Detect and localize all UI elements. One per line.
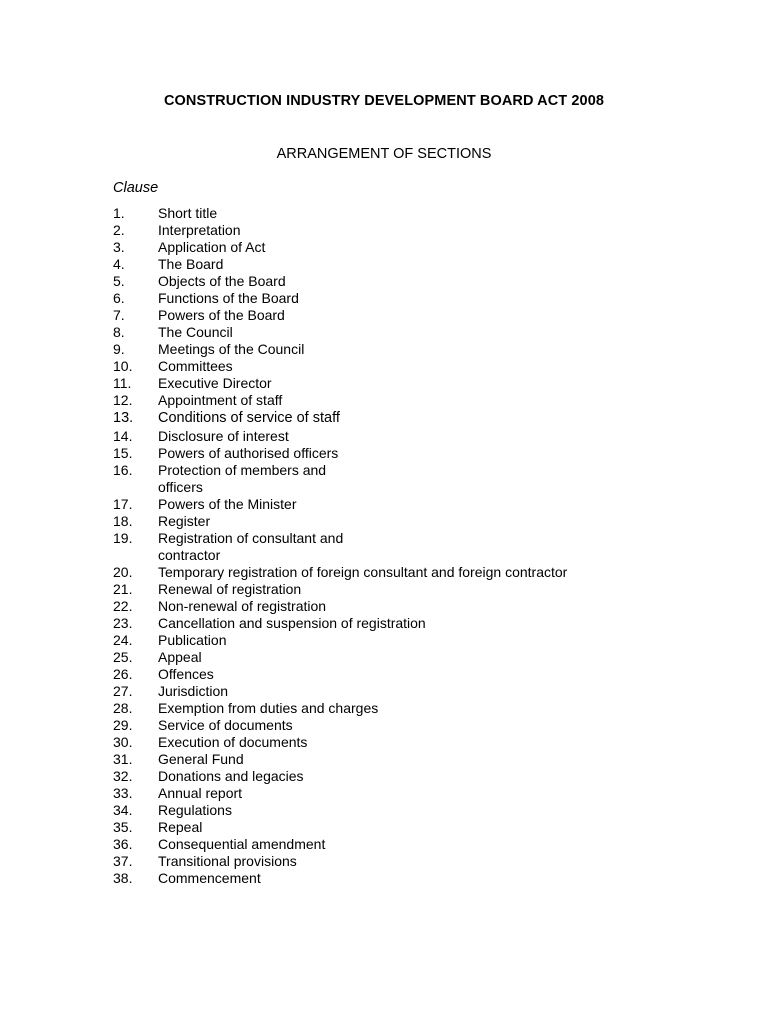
section-row [113, 445, 673, 462]
section-title: Commencement [158, 870, 261, 886]
section-title: Execution of documents [158, 734, 308, 750]
section-row [113, 530, 673, 564]
section-row [113, 632, 673, 649]
section-row [113, 375, 673, 392]
section-row [113, 496, 673, 513]
document-subtitle: ARRANGEMENT OF SECTIONS [276, 146, 492, 162]
section-title: Regulations [158, 802, 232, 818]
section-row [113, 598, 673, 615]
section-row [113, 222, 673, 239]
section-number: 22. [113, 598, 133, 614]
section-title: Application of Act [158, 239, 266, 255]
section-title: Publication [158, 632, 227, 648]
section-number: 8. [113, 324, 125, 340]
section-number: 16. [113, 462, 133, 478]
section-title: Temporary registration of foreign consultant and foreign contractor [158, 564, 568, 580]
section-row [113, 683, 673, 700]
section-number: 9. [113, 341, 125, 357]
section-title: Powers of authorised officers [158, 445, 339, 461]
section-row [113, 734, 673, 751]
section-title: Protection of members and officers [158, 462, 327, 495]
section-row [113, 649, 673, 666]
section-number: 28. [113, 700, 133, 716]
section-number: 20. [113, 564, 133, 580]
section-title: Jurisdiction [158, 683, 229, 699]
section-number: 23. [113, 615, 133, 631]
section-title: Consequential amendment [158, 836, 326, 852]
section-row [113, 768, 673, 785]
section-title: Powers of the Minister [158, 496, 297, 512]
section-title: Annual report [158, 785, 243, 801]
section-title: Objects of the Board [158, 273, 286, 289]
section-title: Exemption from duties and charges [158, 700, 379, 716]
section-row [113, 581, 673, 598]
section-number: 34. [113, 802, 133, 818]
section-row [113, 615, 673, 632]
section-title: Repeal [158, 819, 203, 835]
section-row [113, 409, 673, 428]
section-number: 18. [113, 513, 133, 529]
section-row [113, 307, 673, 324]
section-number: 35. [113, 819, 133, 835]
section-title: Transitional provisions [158, 853, 297, 869]
section-title: Renewal of registration [158, 581, 302, 597]
section-row [113, 205, 673, 222]
section-title: Committees [158, 358, 233, 374]
section-title: Donations and legacies [158, 768, 304, 784]
section-number: 4. [113, 256, 125, 272]
section-number: 3. [113, 239, 125, 255]
section-number: 25. [113, 649, 133, 665]
section-row [113, 358, 673, 375]
section-title: Interpretation [158, 222, 241, 238]
section-number: 37. [113, 853, 133, 869]
section-number: 7. [113, 307, 125, 323]
section-title: Conditions of service of staff [158, 410, 340, 426]
section-title: Appeal [158, 649, 202, 665]
section-row [113, 341, 673, 358]
sections-list [113, 205, 673, 887]
section-row [113, 428, 673, 445]
section-number: 1. [113, 205, 125, 221]
section-row [113, 273, 673, 290]
clause-heading: Clause [113, 180, 159, 196]
section-title: Disclosure of interest [158, 428, 289, 444]
section-title: Cancellation and suspension of registration [158, 615, 426, 631]
section-row [113, 290, 673, 307]
section-row [113, 785, 673, 802]
section-title: Offences [158, 666, 214, 682]
section-number: 15. [113, 445, 133, 461]
section-number: 17. [113, 496, 133, 512]
section-number: 5. [113, 273, 125, 289]
section-row [113, 239, 673, 256]
section-number: 36. [113, 836, 133, 852]
section-title: Meetings of the Council [158, 341, 305, 357]
section-row [113, 513, 673, 530]
section-row [113, 751, 673, 768]
section-row [113, 836, 673, 853]
section-title: Executive Director [158, 375, 272, 391]
section-title: The Board [158, 256, 224, 272]
section-row [113, 462, 673, 496]
section-row [113, 256, 673, 273]
section-number: 29. [113, 717, 133, 733]
section-title: Powers of the Board [158, 307, 285, 323]
section-row [113, 324, 673, 341]
section-number: 6. [113, 290, 125, 306]
section-number: 11. [113, 375, 132, 391]
section-number: 32. [113, 768, 133, 784]
section-number: 31. [113, 751, 133, 767]
section-number: 19. [113, 530, 133, 546]
section-number: 30. [113, 734, 133, 750]
section-title: Register [158, 513, 211, 529]
document-title: CONSTRUCTION INDUSTRY DEVELOPMENT BOARD ACT 2008 [163, 93, 605, 109]
section-title: Short title [158, 205, 218, 221]
section-row [113, 802, 673, 819]
section-number: 10. [113, 358, 133, 374]
section-row [113, 717, 673, 734]
section-number: 13. [113, 410, 134, 426]
section-row [113, 666, 673, 683]
section-row [113, 700, 673, 717]
section-title: Appointment of staff [158, 392, 283, 408]
section-number: 21. [113, 581, 133, 597]
section-row [113, 392, 673, 409]
section-row [113, 870, 673, 887]
section-title: General Fund [158, 751, 244, 767]
section-number: 14. [113, 428, 133, 444]
section-title: Registration of consultant and contractor [158, 530, 344, 563]
section-row [113, 564, 673, 581]
section-number: 26. [113, 666, 133, 682]
section-number: 24. [113, 632, 133, 648]
section-number: 2. [113, 222, 125, 238]
section-number: 27. [113, 683, 133, 699]
section-row [113, 819, 673, 836]
section-number: 33. [113, 785, 133, 801]
section-title: Service of documents [158, 717, 293, 733]
section-number: 38. [113, 870, 133, 886]
section-title: Non-renewal of registration [158, 598, 327, 614]
section-title: Functions of the Board [158, 290, 299, 306]
section-title: The Council [158, 324, 233, 340]
section-row [113, 853, 673, 870]
section-number: 12. [113, 392, 133, 408]
